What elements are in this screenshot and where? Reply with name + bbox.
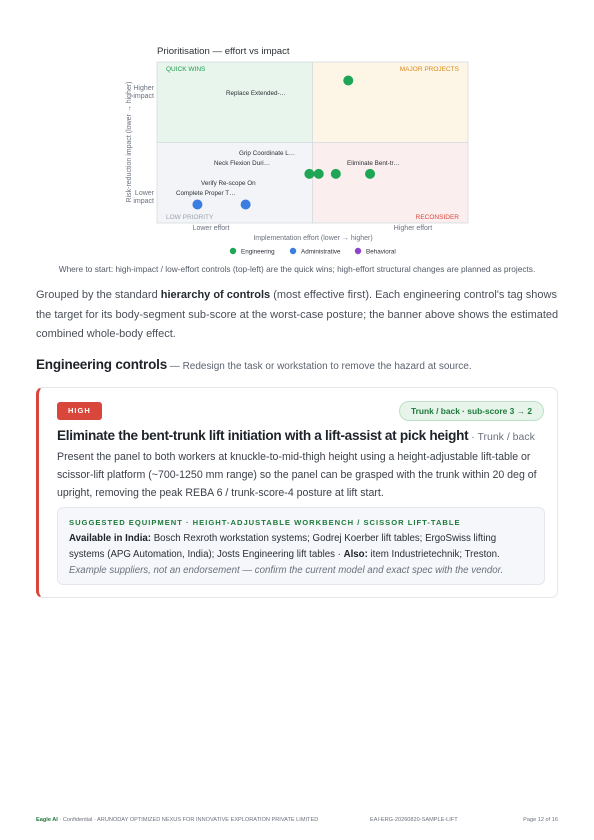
section-subtitle: — Redesign the task or workstation to remove the hazard at source. xyxy=(167,361,472,372)
point-label-engineering-2: Grip Coordinate L… xyxy=(239,150,295,157)
page-footer xyxy=(36,817,558,827)
equipment-disclaimer: Example suppliers, not an endorsement — confirm the current model and exact spec with the vendor. xyxy=(69,565,504,576)
legend-marker-behavioral xyxy=(355,248,361,254)
point-label-engineering-3: Eliminate Bent-tr… xyxy=(347,160,400,167)
x-axis-label: Implementation effort (lower → higher) xyxy=(253,235,373,242)
footer-text: · Confidential · ARUNODAY OPTIMIZED NEXUS FOR INNOVATIVE EXPLORATION PRIVATE LIMITED xyxy=(57,817,319,823)
x-tick-low: Lower effort xyxy=(192,225,230,232)
y-tick-low-line1: Lower xyxy=(134,190,154,197)
quadrant-top-right xyxy=(313,62,469,143)
intro-paragraph xyxy=(36,286,560,345)
control-title-text: Eliminate the bent-trunk lift initiation with a lift-assist at pick height xyxy=(57,428,469,443)
control-title xyxy=(57,428,547,443)
priority-badge: HIGH xyxy=(57,402,102,420)
section-heading xyxy=(36,357,560,372)
point-label-engineering-4: Verify Re-scope On xyxy=(201,180,256,187)
prioritisation-matrix-chart xyxy=(0,0,594,262)
also-label: Also: xyxy=(343,549,368,560)
equipment-suppliers xyxy=(69,531,533,563)
legend-label-engineering: Engineering xyxy=(241,248,275,256)
point-label-administrative-0: Complete Proper T… xyxy=(176,190,236,197)
control-description: Present the panel to both workers at knuckle-to-mid-thigh height using a height-adjustable lift-table or scissor-lift platform (~700-1250 mm range) so the panel can be grasped with the trunk within 20 deg of upright, removing the peak REBA 6 / trunk-score-4 posture at lift start. xyxy=(57,451,537,499)
chart-legend xyxy=(230,248,396,256)
footer-brand: Eagle AI xyxy=(36,817,58,823)
y-tick-high xyxy=(133,85,154,100)
chart-title: Prioritisation — effort vs impact xyxy=(157,46,290,57)
also-text: item Industrietechnik; Treston. xyxy=(367,549,500,560)
y-tick-high-line1: Higher xyxy=(133,85,154,92)
y-tick-low-line2: impact xyxy=(133,198,154,205)
y-tick-low xyxy=(133,190,154,205)
footer-reference: EAI-ERG-20260820-SAMPLE-LIFT xyxy=(370,817,458,823)
point-label-engineering-0: Replace Extended-… xyxy=(226,90,286,97)
sub-score-badge: Trunk / back · sub-score 3 → 2 xyxy=(399,401,544,421)
legend-label-administrative: Administrative xyxy=(301,248,341,256)
legend-marker-administrative xyxy=(290,248,296,254)
legend-marker-engineering xyxy=(230,248,236,254)
intro-text-1: Grouped by the standard xyxy=(36,289,161,301)
control-card xyxy=(36,387,558,598)
quadrant-top-left xyxy=(157,62,313,143)
quadrant-label-top-left: QUICK WINS xyxy=(166,66,206,73)
available-label: Available in India: xyxy=(69,533,152,544)
point-engineering-2 xyxy=(331,169,341,179)
quadrant-label-bottom-right: RECONSIDER xyxy=(415,214,459,221)
quadrant-label-bottom-left: LOW PRIORITY xyxy=(166,214,214,221)
x-tick-high: Higher effort xyxy=(393,225,433,232)
intro-text-2: (most effective first). Each engineering control's tag shows the target for its body-segment sub-score at the worst-case posture; the banner above shows the estimated combined whole-body effect. xyxy=(36,289,559,340)
y-axis-label: Risk-reduction impact (lower → higher) xyxy=(126,81,133,203)
intro-bold: hierarchy of controls xyxy=(160,289,271,301)
quadrant-label-top-right: MAJOR PROJECTS xyxy=(399,66,459,73)
footer-page-number: Page 12 of 16 xyxy=(523,817,558,823)
equipment-heading: SUGGESTED EQUIPMENT · HEIGHT-ADJUSTABLE WORKBENCH / SCISSOR LIFT-TABLE xyxy=(69,518,461,527)
control-title-tag: · Trunk / back xyxy=(468,431,535,443)
available-text: Bosch Rexroth workstation systems; Godrej Koerber lift tables; ErgoSwiss lifting systems (APG Automation, India); Josts Engineering lift tables · xyxy=(69,533,497,560)
y-tick-high-line2: impact xyxy=(133,93,154,100)
suggested-equipment-box xyxy=(57,507,545,585)
legend-label-behavioral: Behavioral xyxy=(366,248,396,256)
point-administrative-1 xyxy=(241,199,251,209)
quadrant-bottom-right xyxy=(313,143,469,224)
point-engineering-1 xyxy=(314,169,324,179)
section-title: Engineering controls xyxy=(36,357,168,372)
point-administrative-0 xyxy=(192,199,202,209)
point-engineering-3 xyxy=(365,169,375,179)
quadrants xyxy=(157,62,468,223)
point-engineering-4 xyxy=(304,169,314,179)
point-engineering-0 xyxy=(343,76,353,86)
chart-caption: Where to start: high-impact / low-effort controls (top-left) are the quick wins; high-effort structural changes are planned as projects. xyxy=(58,264,536,274)
point-label-engineering-1: Neck Flexion Duri… xyxy=(214,160,270,167)
